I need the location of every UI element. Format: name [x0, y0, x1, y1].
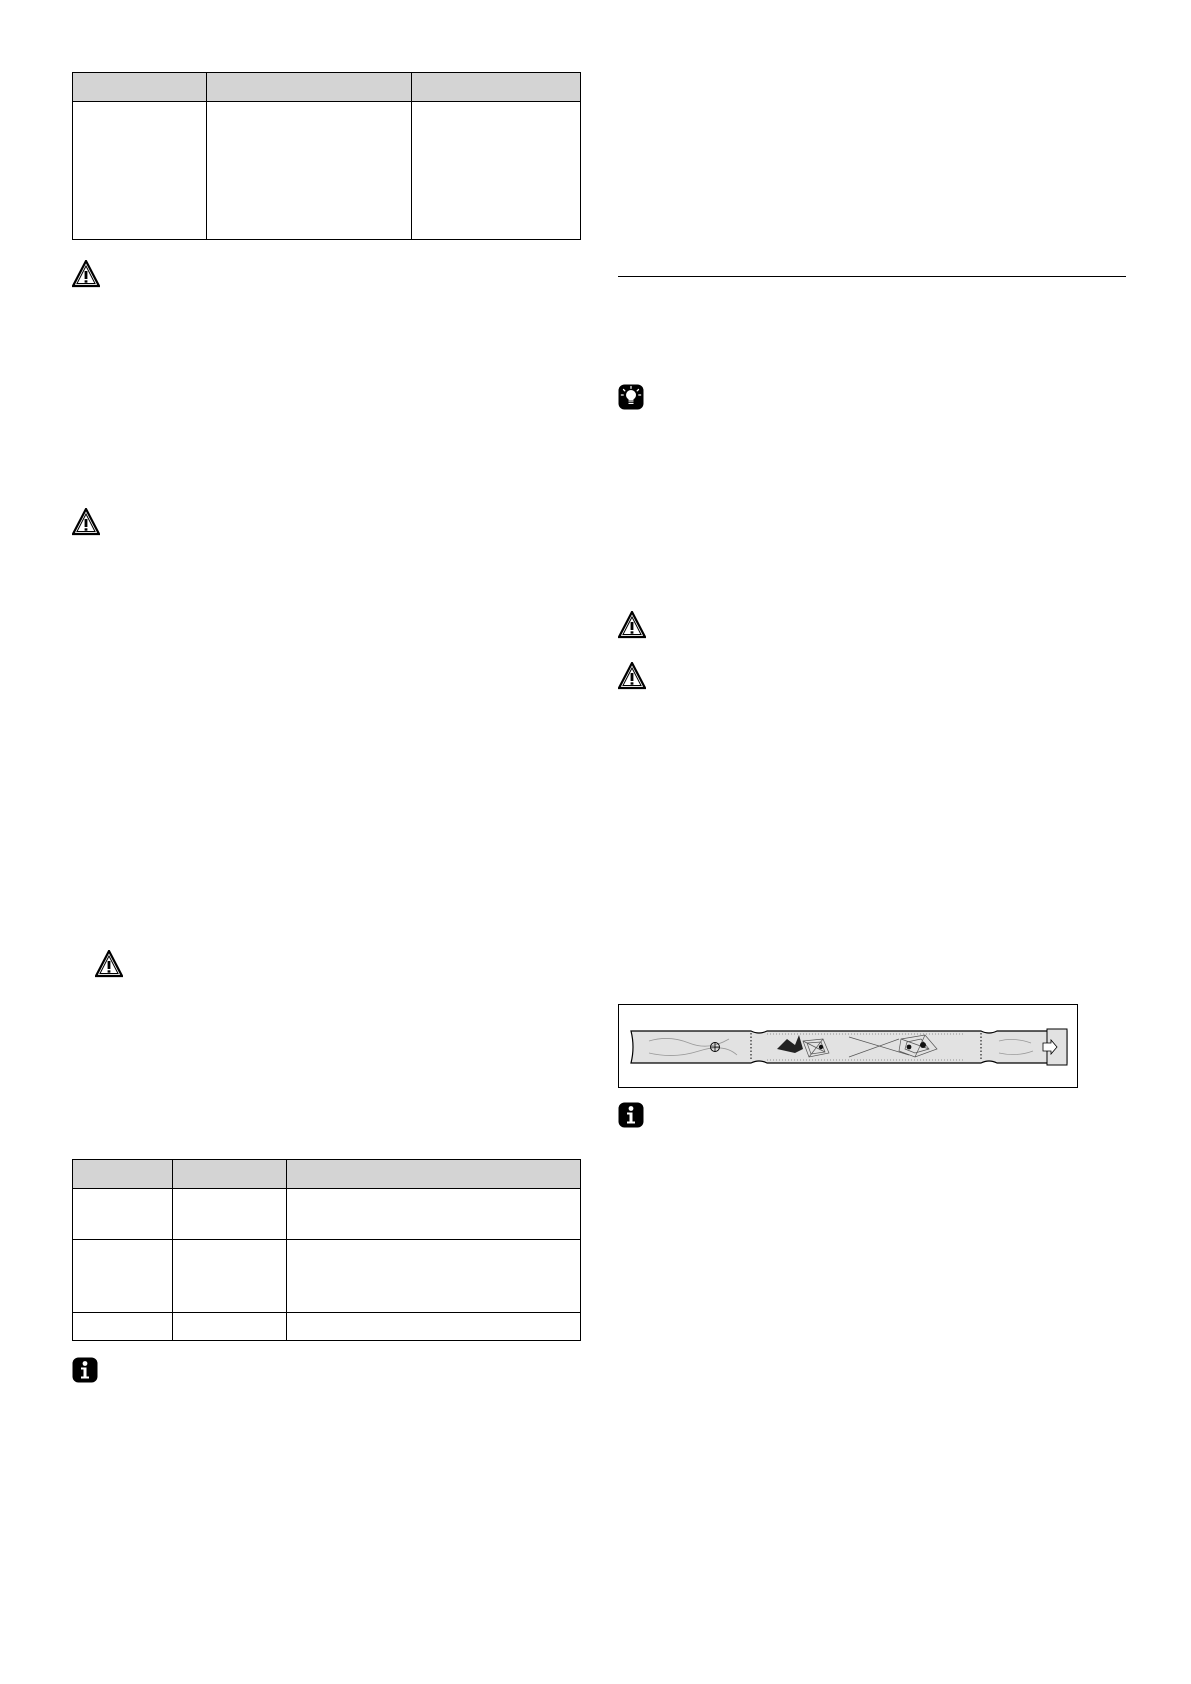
table-cell: [207, 102, 412, 240]
table-header-row: [73, 73, 581, 102]
table-cell: [73, 1313, 173, 1341]
table-header-cell: [73, 73, 207, 102]
table-cell: [173, 1189, 287, 1240]
blade-strip-illustration: [619, 1005, 1077, 1087]
table-header-cell: [207, 73, 412, 102]
table-row: [73, 1189, 581, 1240]
table-cell: [173, 1240, 287, 1313]
bottom-table: [72, 1159, 581, 1341]
table-cell: [73, 1240, 173, 1313]
table-cell: [412, 102, 581, 240]
table-header-cell: [173, 1160, 287, 1189]
table-cell: [287, 1189, 581, 1240]
section-divider: [618, 276, 1126, 277]
warning-triangle-icon: [72, 260, 100, 288]
warning-triangle-icon: [618, 662, 646, 690]
table-header-cell: [287, 1160, 581, 1189]
top-table: [72, 72, 581, 240]
warning-triangle-icon: [618, 611, 646, 639]
warning-triangle-icon: [72, 508, 100, 536]
info-icon: [72, 1357, 98, 1383]
table-cell: [173, 1313, 287, 1341]
table-header-cell: [73, 1160, 173, 1189]
table-row: [73, 1240, 581, 1313]
info-icon: [618, 1102, 644, 1128]
table-cell: [73, 102, 207, 240]
table-cell: [287, 1313, 581, 1341]
table-row: [73, 102, 581, 240]
table-row: [73, 1313, 581, 1341]
warning-triangle-icon: [95, 950, 123, 978]
table-cell: [287, 1240, 581, 1313]
figure-frame: [618, 1004, 1078, 1088]
lightbulb-icon: [618, 384, 644, 410]
table-cell: [73, 1189, 173, 1240]
table-header-cell: [412, 73, 581, 102]
table-header-row: [73, 1160, 581, 1189]
